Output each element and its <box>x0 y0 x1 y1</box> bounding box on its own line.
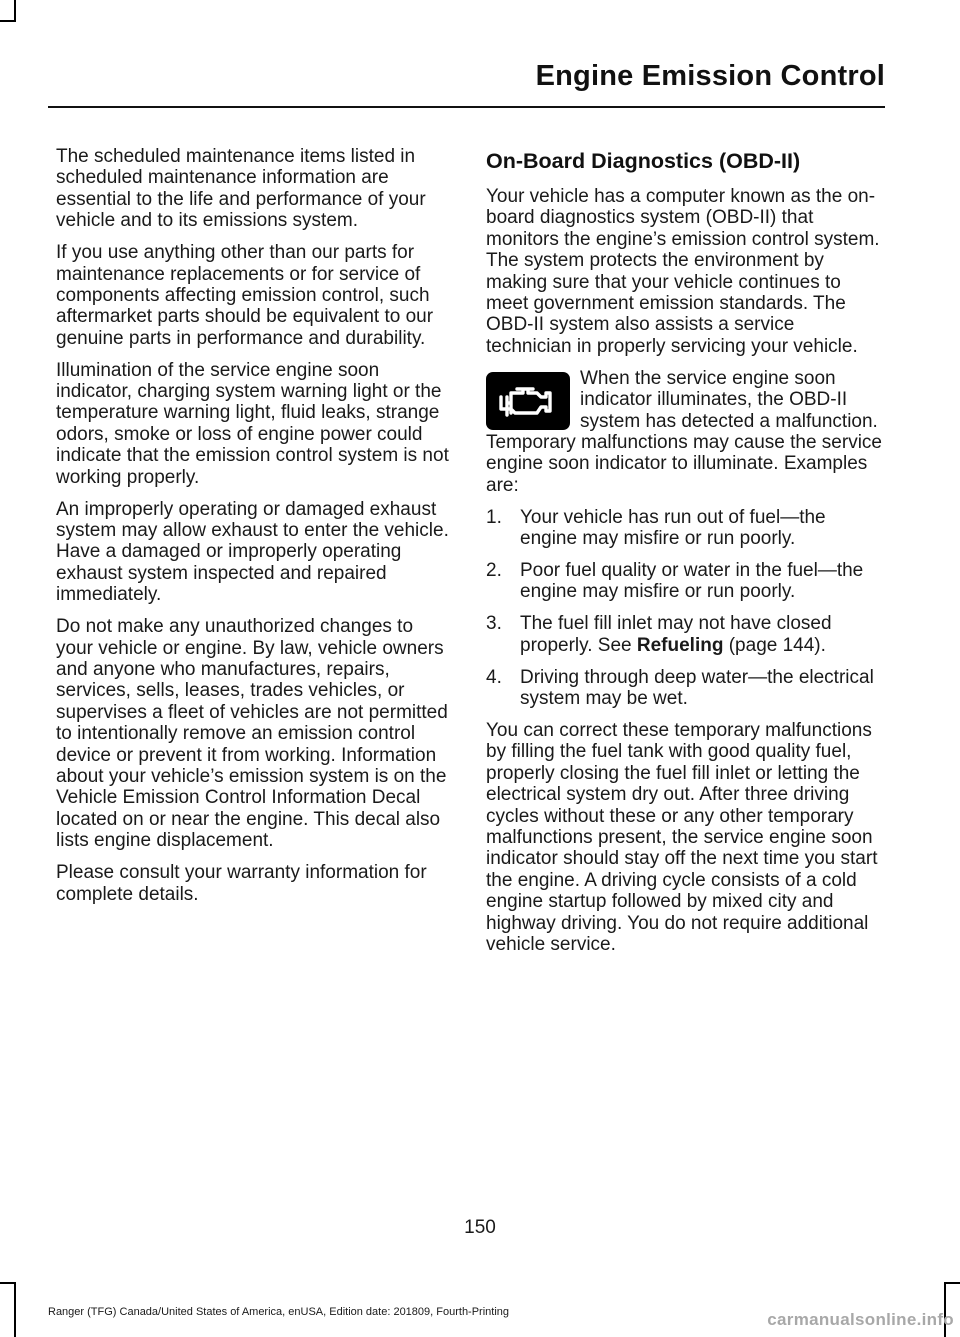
crop-mark-top-left-horizontal <box>0 20 16 22</box>
page-title: Engine Emission Control <box>535 60 885 92</box>
watermark: carmanualsonline.info <box>767 1310 954 1329</box>
refueling-link[interactable]: Refueling <box>636 634 724 656</box>
list-item <box>486 613 882 656</box>
crop-mark-top-left-vertical <box>14 0 16 22</box>
crop-mark-bottom-left-vertical <box>14 1282 16 1337</box>
paragraph-aftermarket-parts: If you use anything other than our parts for maintenance replacements or for service of components affecting emission control, such aftermarket parts should be equivalent to our genuine parts in performance and durability. <box>56 242 434 349</box>
list-item <box>486 507 882 550</box>
paragraph-temporary-malfunctions: You can correct these temporary malfunctions by filling the fuel tank with good quality fuel, properly closing the fuel fill inlet or letting the electrical system dry out. After three driving cycles without these or any other temporary malfunctions present, the service engine soon indicator should stay off the next time you start the engine. A driving cycle consists of a cold engine startup followed by mixed city and highway driving. You do not require additional vehicle service. <box>486 719 878 955</box>
list-item-number: 4. <box>486 666 502 688</box>
list-item <box>486 667 882 710</box>
list-item-text: Driving through deep water—the electrical system may be wet. <box>520 666 874 710</box>
paragraph-warning-indicators: Illumination of the service engine soon indicator, charging system warning light or the temperature warning light, fluid leaks, strange odors, smoke or loss of engine power could indicate that the emission control system is not working properly. <box>56 359 449 488</box>
check-engine-icon-graphic <box>497 381 559 421</box>
page-number: 150 <box>464 1217 496 1238</box>
list-item-number: 2. <box>486 560 502 581</box>
list-item-number: 1. <box>486 506 502 528</box>
crop-mark-bottom-right-horizontal <box>944 1282 960 1284</box>
paragraph-service-engine-soon: When the service engine soon indicator illuminates, the OBD-II system has detected a malfunction. Temporary malfunctions may cause the service engine soon indicator to illuminate. Examples are: <box>486 367 882 496</box>
list-item-text-before: The fuel fill inlet may not have closed properly. See <box>520 613 832 656</box>
examples-list <box>486 507 882 710</box>
icon-paragraph-block <box>486 368 882 496</box>
right-column <box>486 146 882 966</box>
paragraph-unauthorized-changes: Do not make any unauthorized changes to your vehicle or engine. By law, vehicle owners and anyone who manufactures, repairs, services, sells, leases, trades vehicles, or supervises a fleet of vehicles are not permitted to intentionally remove an emission control device or prevent it from working. Information about your vehicle’s emission system is on the Vehicle Emission Control Information Decal located on or near the engine. This decal also lists engine displacement. <box>56 616 448 852</box>
list-item <box>486 560 882 603</box>
list-item-text: Poor fuel quality or water in the fuel—the engine may misfire or run poorly. <box>520 560 864 603</box>
list-item-number: 3. <box>486 613 502 635</box>
list-item-text-after: (page 144). <box>723 634 826 656</box>
paragraph-scheduled-maintenance: The scheduled maintenance items listed in scheduled maintenance information are essential to the life and performance of your vehicle and to its emissions system. <box>56 146 426 232</box>
paragraph-obd-intro: Your vehicle has a computer known as the on-board diagnostics system (OBD-II) that monitors the engine’s emission control system. The system protects the environment by making sure that your vehicle continues to meet government emission standards. The OBD-II system also assists a service technician in properly servicing your vehicle. <box>486 186 880 357</box>
crop-mark-bottom-left-horizontal <box>0 1282 16 1284</box>
left-column <box>56 146 449 915</box>
list-item-text: Your vehicle has run out of fuel—the engine may misfire or run poorly. <box>520 506 826 550</box>
paragraph-warranty: Please consult your warranty information for complete details. <box>56 862 427 905</box>
edition-footer: Ranger (TFG) Canada/United States of America, enUSA, Edition date: 201809, Fourth-Printing <box>48 1306 510 1318</box>
title-divider <box>48 106 885 108</box>
check-engine-icon <box>486 372 570 430</box>
section-heading-obd: On-Board Diagnostics (OBD-II) <box>486 149 801 173</box>
paragraph-exhaust-system: An improperly operating or damaged exhaust system may allow exhaust to enter the vehicle. Have a damaged or improperly operating exhaust system inspected and repaired immediately. <box>56 498 449 606</box>
